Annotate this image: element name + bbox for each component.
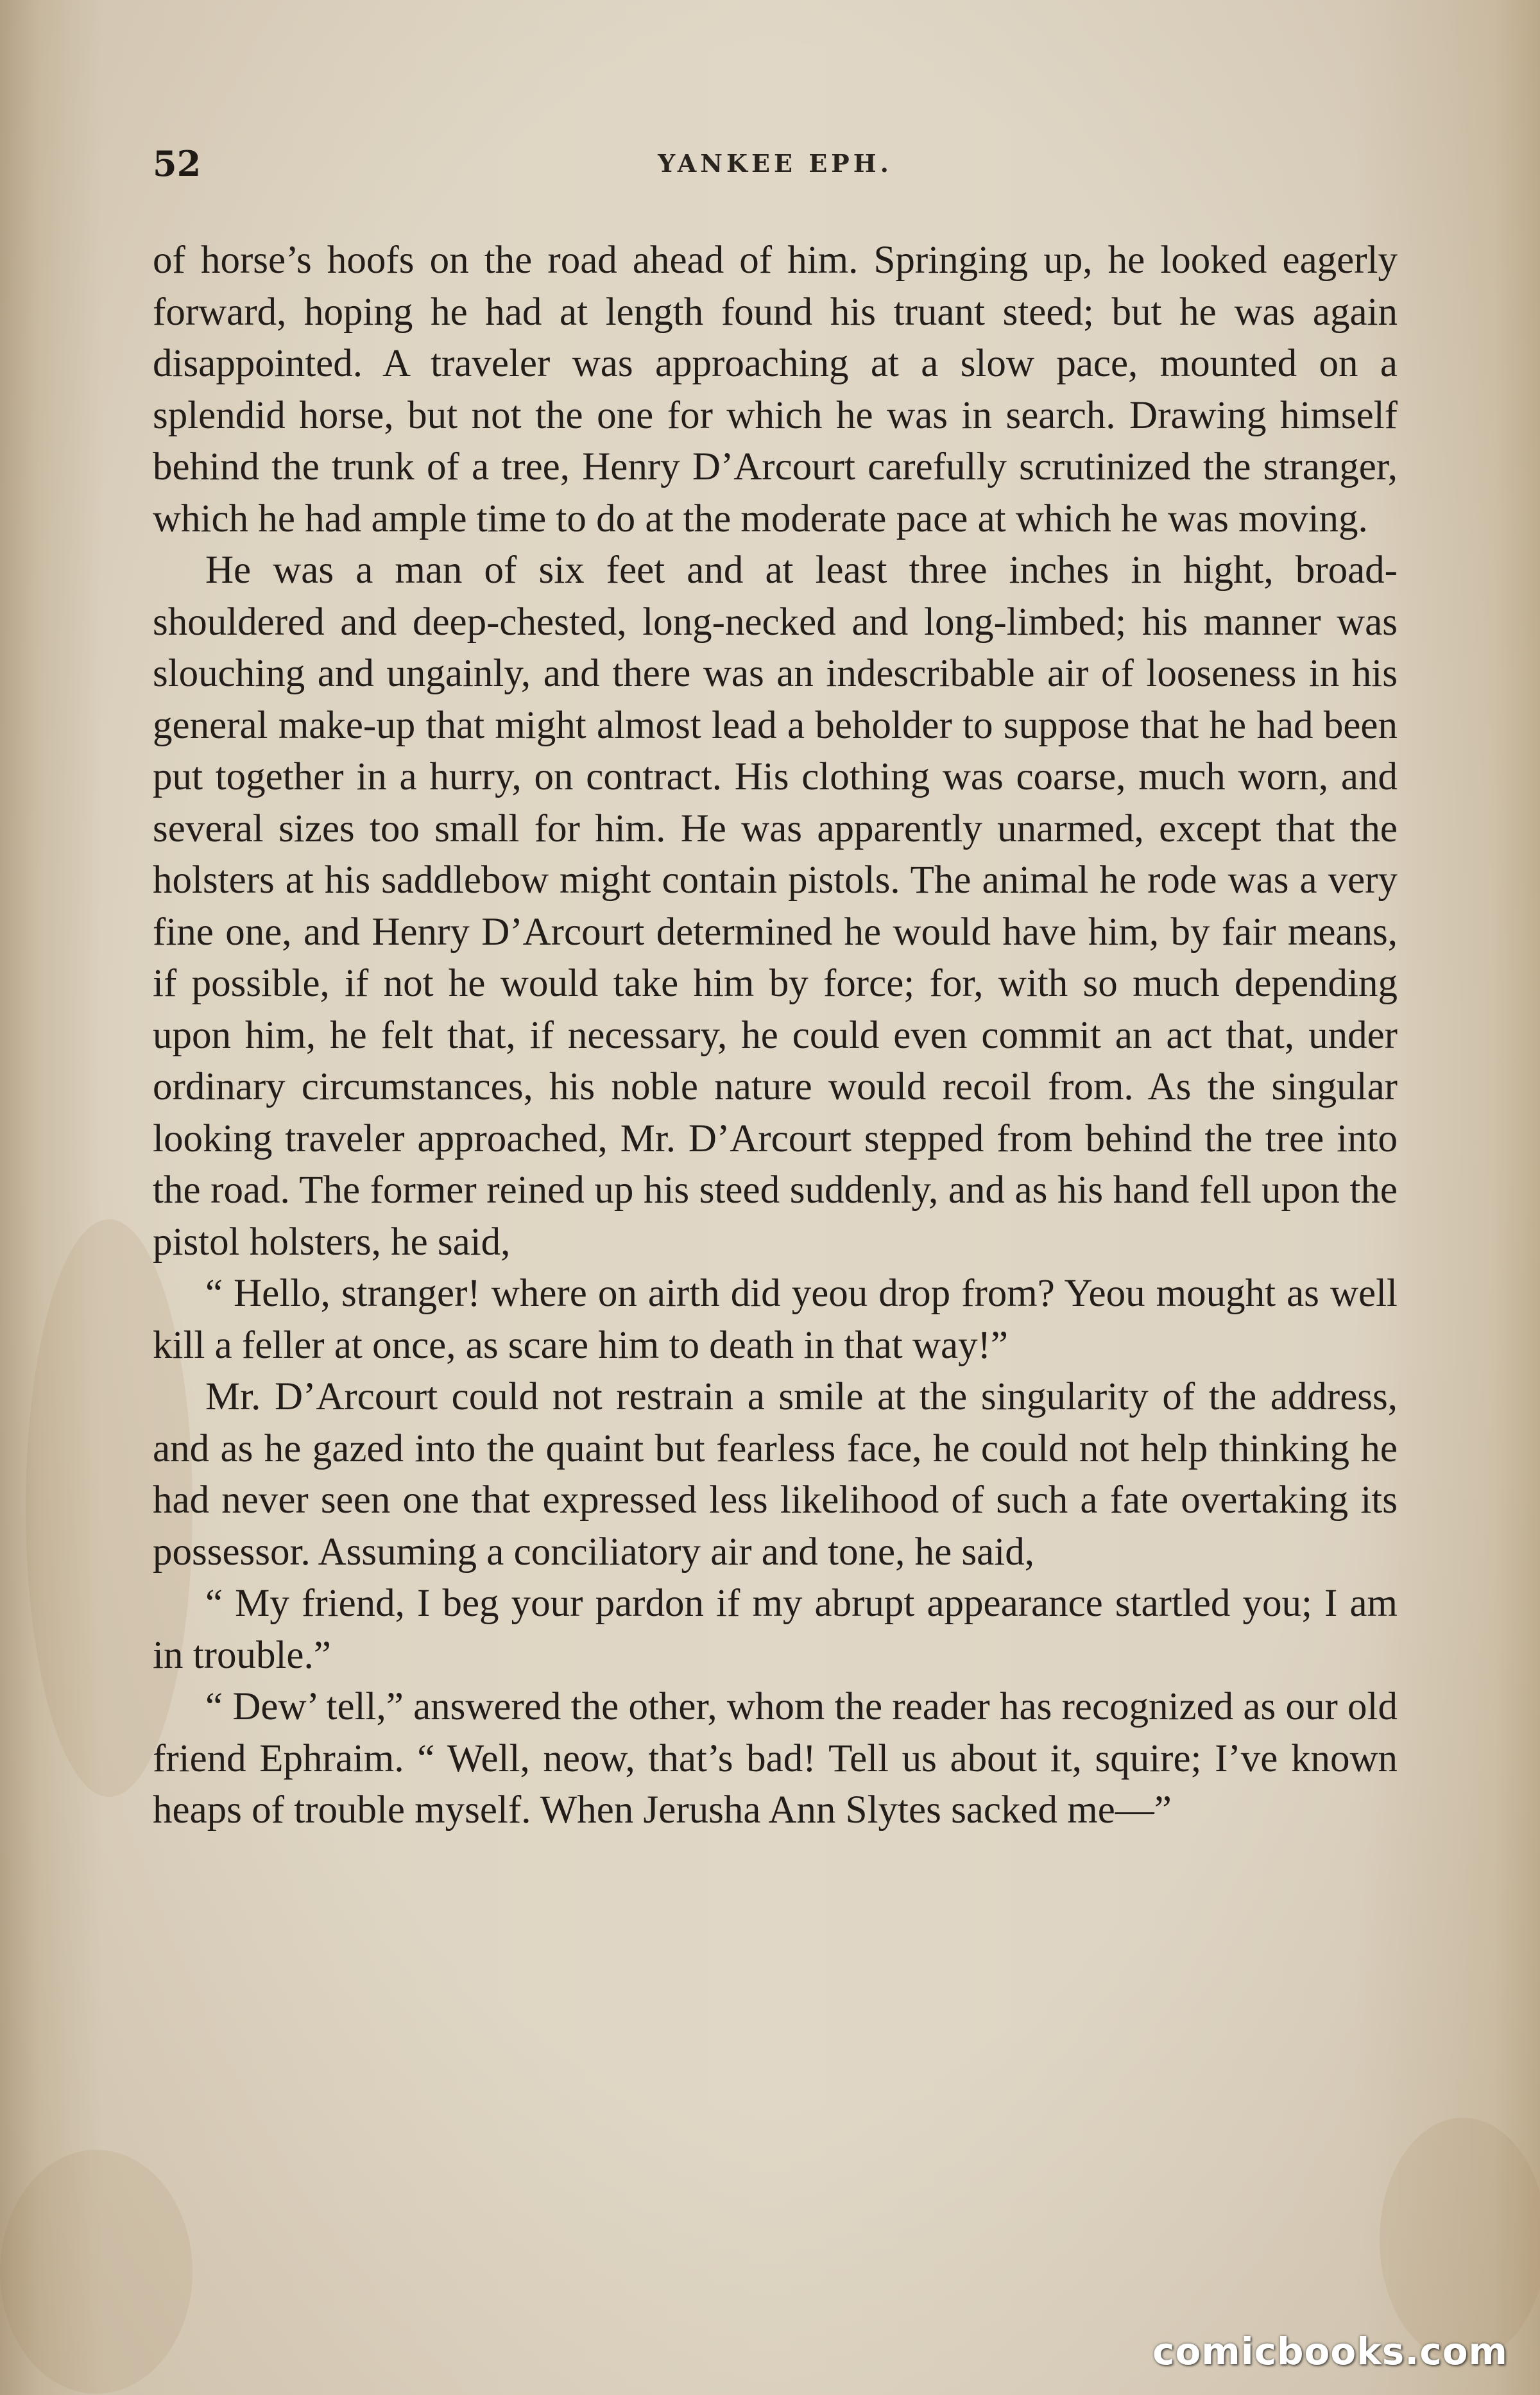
watermark: comicbooks.com <box>1152 2330 1508 2373</box>
page-number: 52 <box>153 143 201 184</box>
paper-stain <box>1380 2118 1540 2362</box>
running-head: YANKEE EPH. <box>658 149 893 178</box>
paragraph: “ Hello, stranger! where on airth did yeou drop from? Yeou mought as well kill a feller at once, as scare him to death in that way!” <box>153 1272 1398 1367</box>
paper-stain <box>0 2150 193 2394</box>
page-header <box>153 143 1398 198</box>
paragraph: “ Dew’ tell,” answered the other, whom the reader has recognized as our old friend Ephraim. “ Well, neow, that’s bad! Tell us about it, squire; I’ve known heaps of trouble myself. When Jerusha Ann Slytes sacked me—” <box>153 1685 1398 1832</box>
paragraph: Mr. D’Arcourt could not restrain a smile at the singularity of the address, and as he gazed into the quaint but fearless face, he could not help thinking he had never seen one that expressed less likelihood of such a fate overtaking its possessor. Assuming a conciliatory air and tone, he said, <box>153 1375 1398 1574</box>
paragraph: He was a man of six feet and at least three inches in hight, broad-shouldered and deep-chested, long-necked and long-limbed; his manner was slouching and ungainly, and there was an indescribable air of looseness in his general make-up that might almost lead a beholder to suppose that he had been put together in a hurry, on contract. His clothing was coarse, much worn, and several sizes too small for him. He was apparently unarmed, except that the holsters at his saddlebow might contain pistols. The animal he rode was a very fine one, and Henry D’Arcourt determined he would have him, by fair means, if possible, if not he would take him by force; for, with so much depending upon him, he felt that, if necessary, he could even commit an act that, under ordinary circumstances, his noble nature would recoil from. As the singular looking traveler approached, Mr. D’Arcourt stepped from behind the tree into the road. The former reined up his steed suddenly, and as his hand fell upon the pistol holsters, he said, <box>153 549 1398 1264</box>
paragraph: “ My friend, I beg your pardon if my abrupt appearance startled you; I am in trouble.” <box>153 1582 1398 1677</box>
body-text <box>153 235 1398 1837</box>
paragraph: of horse’s hoofs on the road ahead of him. Springing up, he looked eagerly forward, hoping he had at length found his truant steed; but he was again disappointed. A traveler was approaching at a slow pace, mounted on a splendid horse, but not the one for which he was in search. Drawing himself behind the trunk of a tree, Henry D’Arcourt carefully scrutinized the stranger, which he had ample time to do at the moderate pace at which he was moving. <box>153 239 1398 540</box>
